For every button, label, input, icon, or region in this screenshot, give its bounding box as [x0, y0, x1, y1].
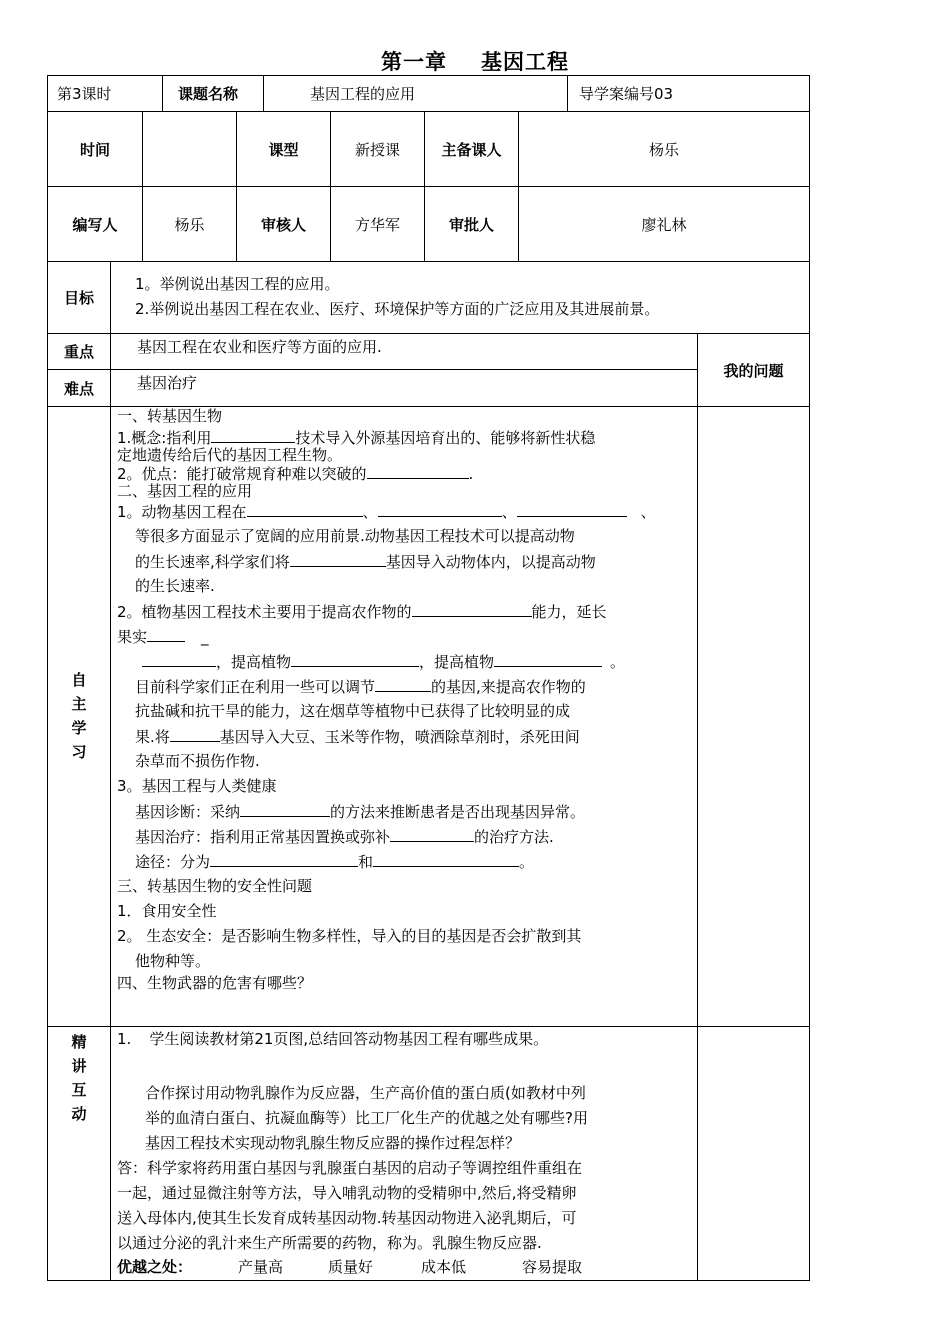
approver-label: 审批人: [448, 215, 494, 234]
lead-label: 主备课人: [441, 140, 502, 159]
reviewer-value: 方华军: [354, 215, 400, 234]
subject-value: 基因工程的应用: [310, 85, 416, 103]
approver-value: 廖礼林: [641, 215, 687, 234]
plan-number: 导学案编号03: [579, 85, 674, 103]
advantage-item: 产量高: [238, 1258, 284, 1276]
advantages-label: 优越之处：: [117, 1258, 193, 1276]
type-value: 新授课: [354, 140, 400, 159]
type-label: 课型: [268, 140, 299, 159]
page-title: 第一章 基因工程: [381, 50, 569, 74]
advantage-item: 成本低: [421, 1258, 467, 1276]
goals-label: 目标: [63, 289, 94, 307]
time-value: [143, 112, 236, 186]
goal-item-1: 1。举例说出基因工程的应用。: [135, 275, 340, 293]
focus-text: 基因工程在农业和医疗等方面的应用.: [137, 338, 382, 356]
goal-item-2: 2.举例说出基因工程在农业、医疗、环境保护等方面的广泛应用及其进展前景。: [135, 300, 660, 318]
self-study-label: 自 主 学 习: [71, 671, 87, 761]
time-label: 时间: [79, 140, 110, 159]
writer-value: 杨乐: [174, 215, 205, 234]
reviewer-label: 审核人: [260, 215, 306, 234]
lead-value: 杨乐: [648, 140, 679, 159]
writer-label: 编写人: [72, 215, 118, 234]
advantage-item: 质量好: [328, 1258, 374, 1276]
subject-label: 课题名称: [178, 85, 239, 103]
lesson-number: 第3课时: [57, 85, 112, 103]
difficulty-label: 难点: [63, 379, 94, 398]
difficulty-text: 基因治疗: [137, 374, 198, 392]
focus-label: 重点: [63, 343, 94, 361]
interactive-label: 精 讲 互 动: [71, 1033, 87, 1123]
my-questions-label: 我的问题: [723, 361, 784, 380]
advantage-item: 容易提取: [522, 1258, 583, 1276]
